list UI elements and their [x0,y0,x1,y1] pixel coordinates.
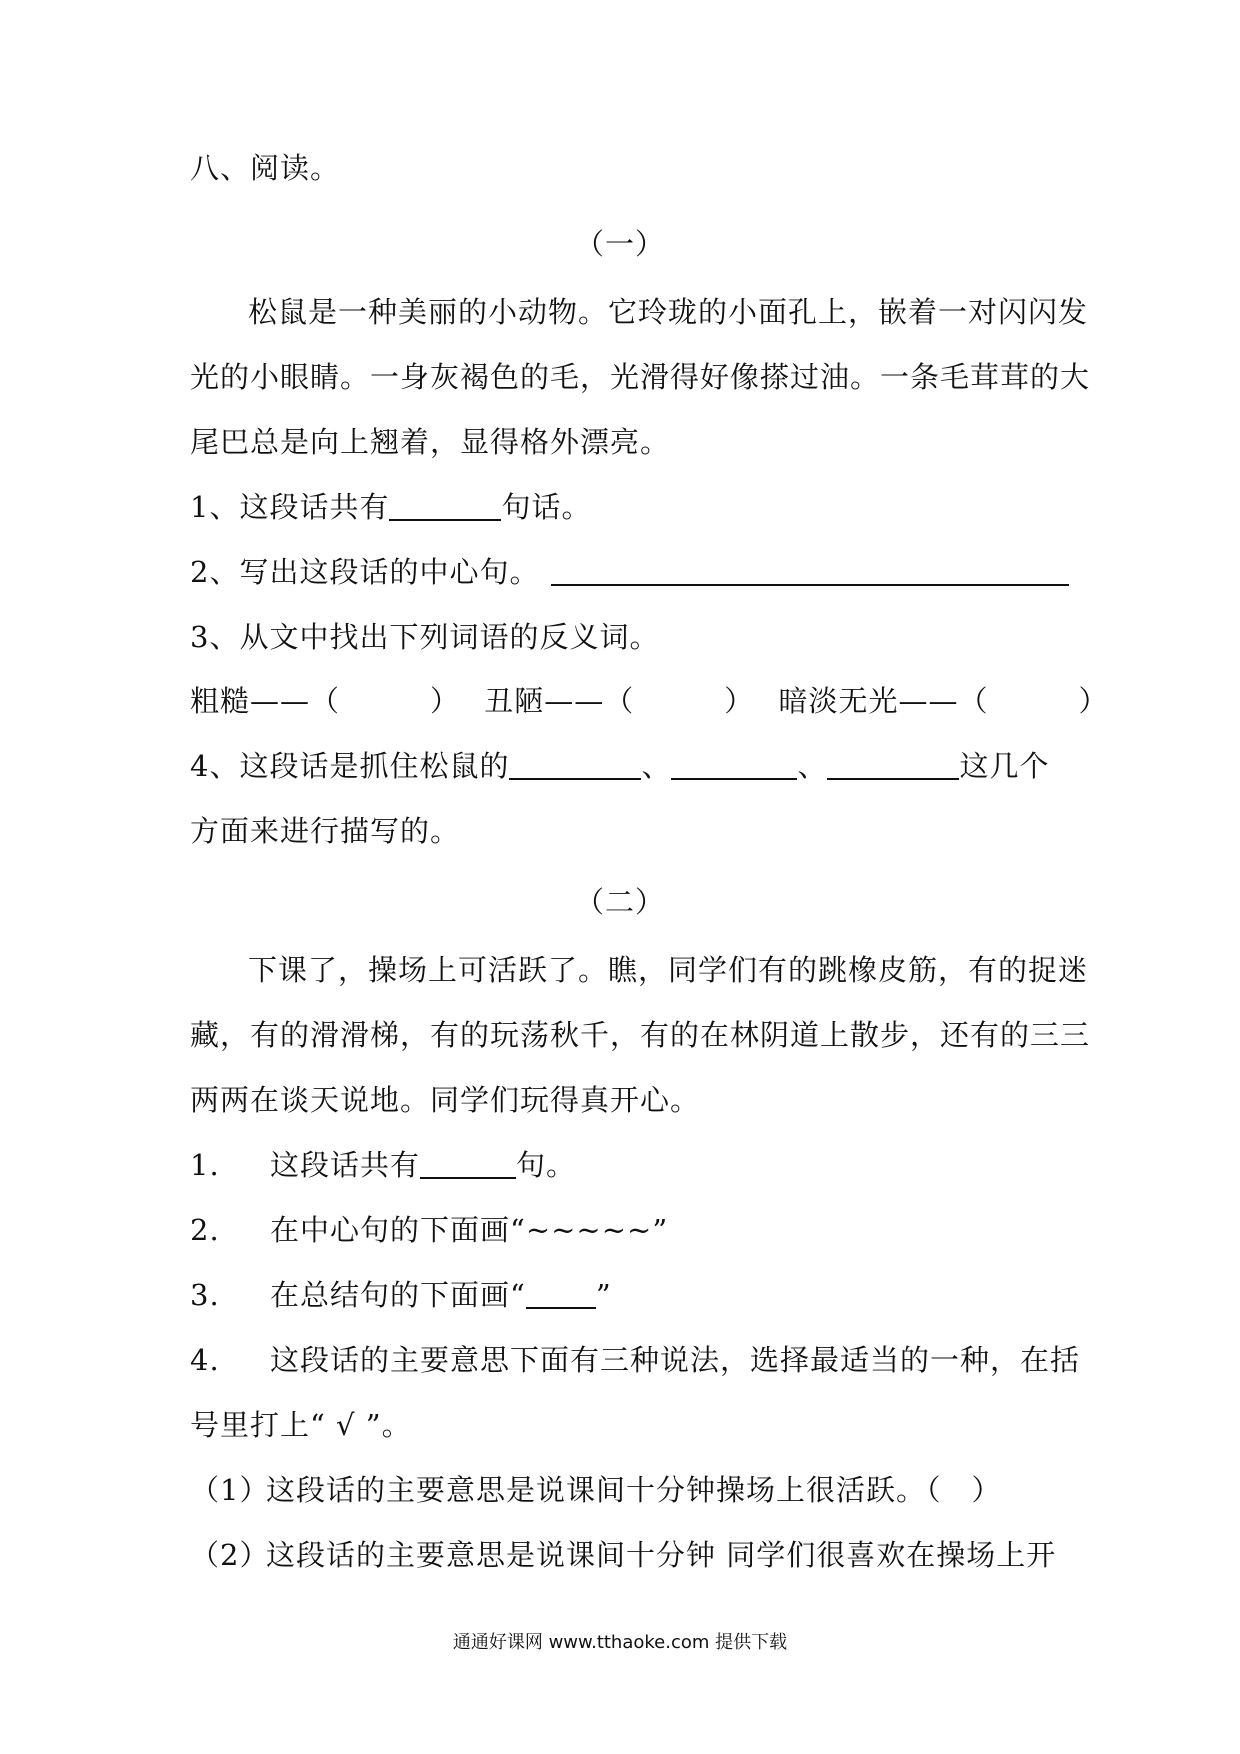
part1-question-4-continued: 方面来进行描写的。 [190,814,461,848]
question-text: 在中心句的下面画“~~~~~” [270,1213,669,1247]
option-number: （1） [190,1473,270,1507]
part1-paragraph-line: 光的小眼睛。一身灰褐色的毛，光滑得好像搽过油。一条毛茸茸的大 [190,360,1091,394]
antonym-word: 粗糙——（ [190,684,341,718]
answer-blank[interactable] [509,748,641,780]
question-text: 4、这段话是抓住松鼠的 [190,749,510,783]
answer-blank[interactable] [551,554,1069,586]
answer-blank[interactable] [420,1147,516,1179]
antonym-word: 丑陋——（ [484,684,635,718]
part1-paragraph-line: 尾巴总是向上翘着，显得格外漂亮。 [190,425,671,459]
part2-paragraph-line: 两两在谈天说地。同学们玩得真开心。 [190,1083,701,1117]
question-text: 句。 [516,1148,577,1182]
answer-blank[interactable] [671,748,797,780]
separator: 、 [641,749,672,783]
part2-paragraph-line: 下课了，操场上可活跃了。瞧，同学们有的跳橡皮筋，有的捉迷 [248,953,1089,987]
part2-question-1 [190,1145,1060,1185]
part1-question-2 [190,552,1060,592]
answer-blank[interactable] [827,748,959,780]
antonym-word: 暗淡无光——（ [778,684,989,718]
part2-question-4 [190,1340,1081,1380]
answer-blank[interactable] [389,489,501,521]
part1-question-1 [190,487,1060,527]
option-text[interactable]: 这段话的主要意思是说课间十分钟 同学们很喜欢在操场上开 [266,1538,1057,1572]
part2-question-4-continued: 号里打上“ √ ”。 [190,1408,412,1442]
antonym-item [484,684,754,718]
question-number: 3. [190,1278,220,1312]
question-number: 4. [190,1343,220,1377]
antonym-row [190,681,1109,721]
part1-paragraph-line: 松鼠是一种美丽的小动物。它玲珑的小面孔上，嵌着一对闪闪发 [248,295,1089,329]
paren-close: ） [1078,684,1109,718]
part2-question-3 [190,1275,1060,1315]
question-number: 2. [190,1213,220,1247]
antonym-item [190,684,460,718]
question-text: 1、这段话共有 [190,490,390,524]
part2-paragraph-line: 藏，有的滑滑梯，有的玩荡秋千，有的在林阴道上散步，还有的三三 [190,1018,1091,1052]
question-text: 2、写出这段话的中心句。 [190,555,540,589]
question-text: 在总结句的下面画“ [270,1278,526,1312]
section-title: 八、阅读。 [190,151,341,185]
question-text: 这段话共有 [270,1148,421,1182]
underline-sample [526,1277,596,1309]
option-text[interactable]: 这段话的主要意思是说课间十分钟操场上很活跃。（ ） [266,1473,1002,1507]
part1-question-4 [190,746,1060,786]
part2-question-2 [190,1210,1060,1250]
question-text: 句话。 [501,490,592,524]
separator: 、 [797,749,828,783]
paren-close: ） [430,684,461,718]
option-2 [190,1535,1060,1575]
part1-question-3: 3、从文中找出下列词语的反义词。 [190,620,660,654]
footer-credit: 通通好课网 www.tthaoke.com 提供下载 [452,1632,788,1653]
option-1 [190,1470,1060,1510]
part1-heading: （一） [574,227,665,261]
part2-heading: （二） [574,885,665,919]
antonym-item [779,684,1109,718]
question-number: 1. [190,1148,220,1182]
paren-close: ） [724,684,755,718]
option-number: （2） [190,1538,270,1572]
question-text: 这段话的主要意思下面有三种说法，选择最适当的一种，在括 [270,1343,1081,1377]
question-text: ” [595,1278,612,1312]
question-text: 这几个 [959,749,1050,783]
